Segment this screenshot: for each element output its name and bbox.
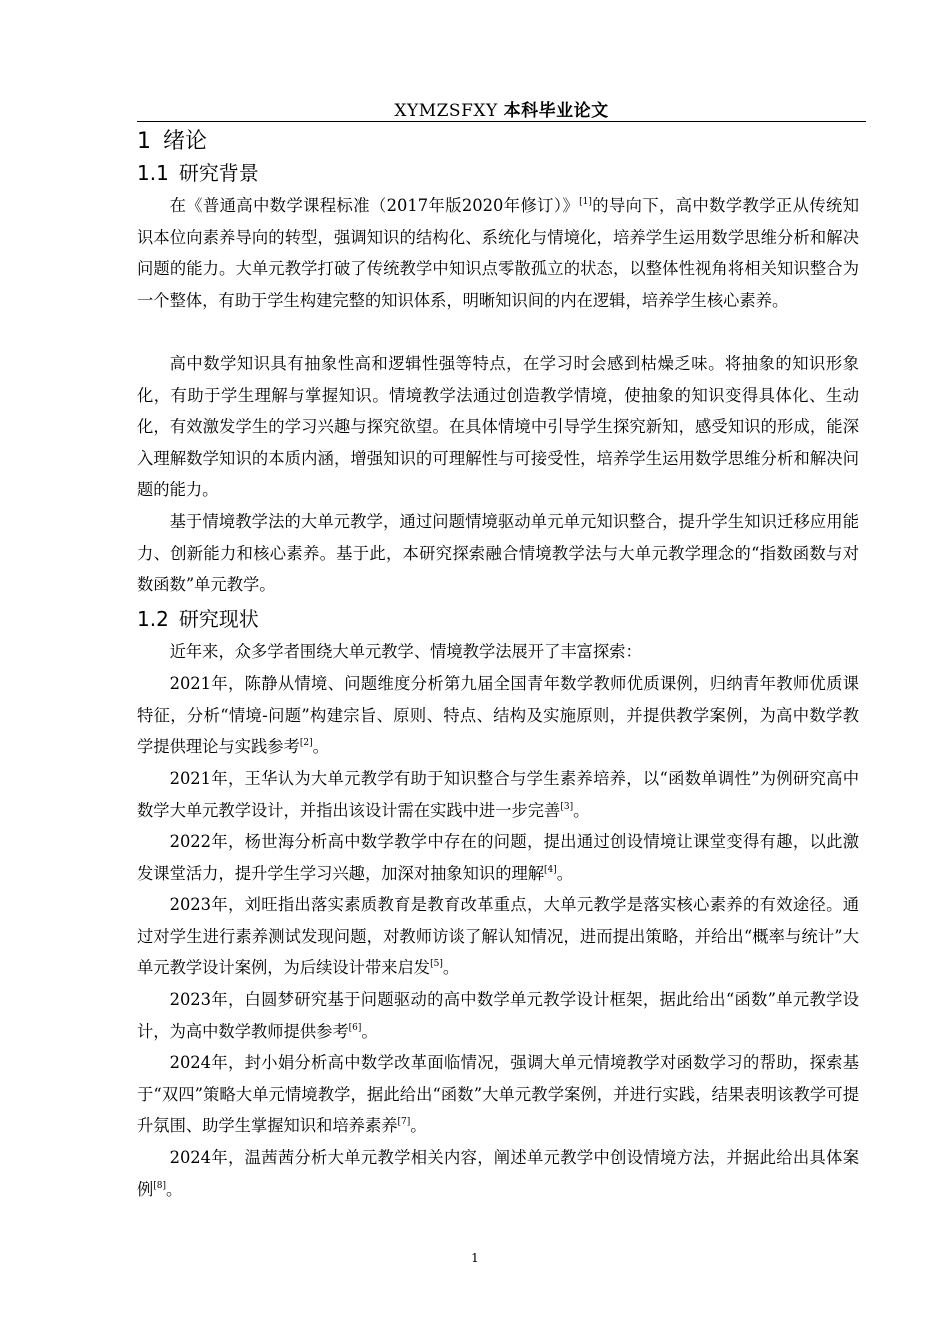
citation-ref: [8] xyxy=(153,1180,167,1191)
section-title: 研究背景 xyxy=(178,161,259,185)
section-heading-1-1 xyxy=(137,157,259,186)
paragraph: 2024年，封小娟分析高中数学改革面临情况，强调大单元情境教学对函数学习的帮助，探索基于“双四”策略大单元情境教学，据此给出“函数”大单元教学案例，并进行实践，结果表明该教学可提升氛围、助学生掌握知识和培养素养[7]。 xyxy=(137,1053,859,1135)
paragraph: 近年来，众多学者围绕大单元教学、情境教学法展开了丰富探索： xyxy=(169,642,642,661)
section-number: 1.2 xyxy=(137,607,169,631)
chapter-heading xyxy=(137,124,207,155)
paragraph: 2023年，刘旺指出落实素质教育是教育改革重点，大单元教学是落实核心素养的有效途径。通过对学生进行素养测试发现问题，对教师访谈了解认知情况，进而提出策略，并给出“概率与统计”大单元教学设计案例，为后续设计带来启发[5]。 xyxy=(137,895,859,977)
paragraph: 高中数学知识具有抽象性高和逻辑性强等特点，在学习时会感到枯燥乏味。将抽象的知识形象化，有助于学生理解与掌握知识。情境教学法通过创造教学情境，使抽象的知识变得具体化、生动化，有效激发学生的学习兴趣与探究欲望。在具体情境中引导学生探究新知，感受知识的形成，能深入理解数学知识的本质内涵，增强知识的可理解性与可接受性，培养学生运用数学思维分析和解决问题的能力。 xyxy=(137,354,859,499)
header-rule xyxy=(137,121,866,122)
page-number: 1 xyxy=(471,1251,479,1265)
running-header xyxy=(137,96,866,121)
section-title: 研究现状 xyxy=(178,607,259,631)
paragraph: 2023年，白圆梦研究基于问题驱动的高中数学单元教学设计框架，据此给出“函数”单元教学设计，为高中数学教师提供参考[6]。 xyxy=(137,990,859,1041)
section-number: 1.1 xyxy=(137,161,169,185)
citation-ref: [4] xyxy=(544,864,557,875)
citation-ref: [7] xyxy=(397,1117,411,1127)
citation-ref: [5] xyxy=(430,959,443,969)
paragraph: 基于情境教学法的大单元教学，通过问题情境驱动单元单元知识整合，提升学生知识迁移应用能力、创新能力和核心素养。基于此，本研究探索融合情境教学法与大单元教学理念的“指数函数与对数函数”单元教学。 xyxy=(137,512,859,594)
paragraph: 2022年，杨世海分析高中数学教学中存在的问题，提出通过创设情境让课堂变得有趣，以此激发课堂活力，提升学生学习兴趣，加深对抽象知识的理解[4]。 xyxy=(137,832,859,883)
citation-ref: [3] xyxy=(560,801,574,812)
chapter-number: 1 xyxy=(137,129,151,154)
chapter-title: 绪论 xyxy=(163,129,208,154)
paragraph: 2021年，陈静从情境、问题维度分析第九届全国青年数学教师优质课例，归纳青年教师优质课特征，分析“情境-问题”构建宗旨、原则、特点、结构及实施原则，并提供教学案例，为高中数学教学提供理论与实践参考[2]。 xyxy=(137,674,859,756)
citation-ref: [2] xyxy=(299,738,313,748)
header-suffix: 本科毕业论文 xyxy=(503,101,609,121)
paragraph: 在《普通高中数学课程标准（2017年版2020年修订）》[1]的导向下，高中数学教学正从传统知识本位向素养导向的转型，强调知识的结构化、系统化与情境化，培养学生运用数学思维分析和解决问题的能力。大单元教学打破了传统教学中知识点零散孤立的状态，以整体性视角将相关知识整合为一个整体，有助于学生构建完整的知识体系，明晰知识间的内在逻辑，培养学生核心素养。 xyxy=(137,196,859,310)
paragraph: 2024年，温茜茜分析大单元教学相关内容，阐述单元教学中创设情境方法，并据此给出具体案例[8]。 xyxy=(137,1148,859,1199)
citation-ref: [6] xyxy=(348,1022,362,1033)
section-heading-1-2 xyxy=(137,603,259,632)
citation-ref: [1] xyxy=(579,197,592,207)
header-prefix: XYMZSFXY xyxy=(394,101,498,121)
paragraph: 2021年，王华认为大单元教学有助于知识整合与学生素养培养，以“函数单调性”为例研究高中数学大单元教学设计，并指出该设计需在实践中进一步完善[3]。 xyxy=(137,769,859,820)
